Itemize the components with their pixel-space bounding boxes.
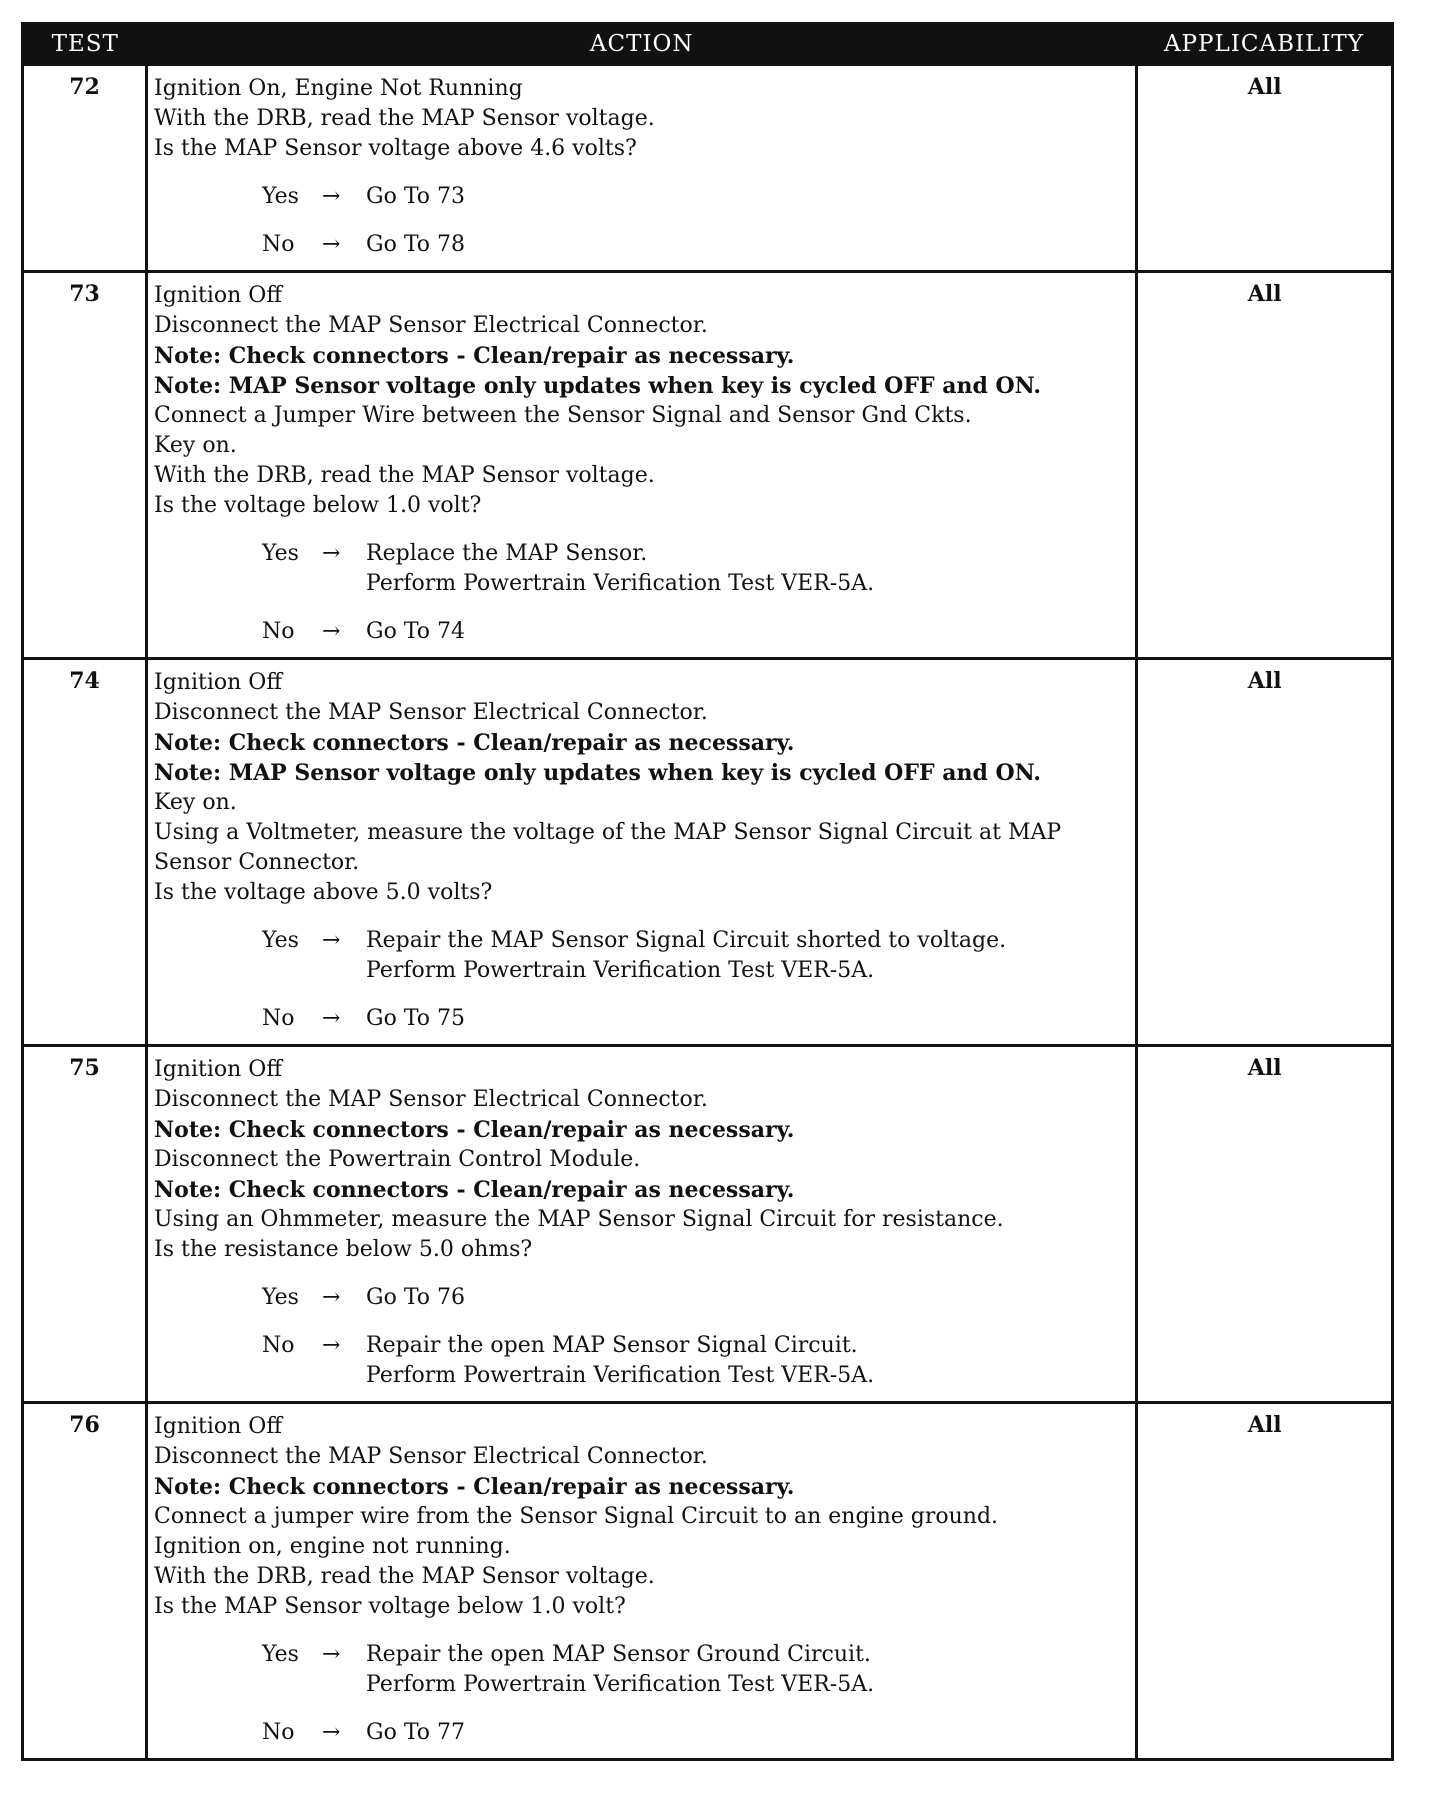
no-label: No	[262, 1333, 295, 1358]
step-line: Disconnect the MAP Sensor Electrical Connector.	[154, 1087, 708, 1112]
result-line: Go To 74	[366, 619, 466, 644]
arrow-right-icon: →	[322, 541, 341, 566]
action-cell	[147, 65, 1137, 272]
step-line: Using a Voltmeter, measure the voltage of the MAP Sensor Signal Circuit at MAP Sensor Connector.	[154, 820, 1062, 875]
result-line: Repair the MAP Sensor Signal Circuit shorted to voltage.	[366, 928, 1007, 953]
step-line: Ignition Off	[154, 670, 282, 695]
yes-label: Yes	[262, 1285, 299, 1310]
action-cell	[147, 659, 1137, 1046]
note-line: Note: Check connectors - Clean/repair as necessary.	[154, 1177, 795, 1203]
test-number: 75	[24, 1046, 147, 1403]
arrow-right-icon: →	[322, 1720, 341, 1745]
no-label: No	[262, 619, 295, 644]
step-line: Disconnect the MAP Sensor Electrical Connector.	[154, 700, 708, 725]
yes-label: Yes	[262, 1642, 299, 1667]
note-line: Note: Check connectors - Clean/repair as necessary.	[154, 1117, 795, 1143]
arrow-right-icon: →	[322, 232, 341, 257]
yes-label: Yes	[262, 928, 299, 953]
table-header-row	[24, 25, 1391, 65]
step-line: Is the resistance below 5.0 ohms?	[154, 1237, 533, 1262]
applicability-value: All	[1137, 659, 1391, 1046]
step-line: Key on.	[154, 433, 237, 458]
result-line: Go To 76	[366, 1285, 466, 1310]
step-line: Using an Ohmmeter, measure the MAP Sensor Signal Circuit for resistance.	[154, 1207, 1004, 1232]
yes-result	[366, 539, 1131, 599]
arrow-right-icon: →	[322, 619, 341, 644]
note-line: Note: Check connectors - Clean/repair as necessary.	[154, 343, 795, 369]
arrow-right-icon: →	[322, 1333, 341, 1358]
action-cell	[147, 1046, 1137, 1403]
no-result	[366, 1331, 1131, 1391]
no-result	[366, 1718, 1131, 1748]
diagnostic-test-table	[21, 22, 1394, 1761]
arrow-right-icon: →	[322, 928, 341, 953]
header-action: ACTION	[147, 25, 1137, 65]
result-line: Go To 73	[366, 184, 466, 209]
yes-outcome	[262, 182, 1131, 212]
result-line: Go To 78	[366, 232, 466, 257]
step-line: Disconnect the MAP Sensor Electrical Connector.	[154, 313, 708, 338]
result-line: Perform Powertrain Verification Test VER-5A.	[366, 1363, 875, 1388]
result-line: Repair the open MAP Sensor Ground Circuit.	[366, 1642, 871, 1667]
yes-outcome	[262, 1640, 1131, 1700]
step-line: Is the voltage above 5.0 volts?	[154, 880, 493, 905]
test-number: 74	[24, 659, 147, 1046]
arrow-right-icon: →	[322, 1285, 341, 1310]
step-line: Disconnect the MAP Sensor Electrical Connector.	[154, 1444, 708, 1469]
table-row	[24, 659, 1391, 1046]
step-line: With the DRB, read the MAP Sensor voltage.	[154, 1564, 655, 1589]
no-result	[366, 617, 1131, 647]
step-line: Is the MAP Sensor voltage below 1.0 volt?	[154, 1594, 626, 1619]
test-number: 73	[24, 272, 147, 659]
no-label: No	[262, 1720, 295, 1745]
action-cell	[147, 272, 1137, 659]
yes-result	[366, 1640, 1131, 1700]
step-line: Connect a jumper wire from the Sensor Signal Circuit to an engine ground.	[154, 1504, 999, 1529]
header-applicability: APPLICABILITY	[1137, 25, 1391, 65]
result-line: Perform Powertrain Verification Test VER-5A.	[366, 571, 875, 596]
note-line: Note: Check connectors - Clean/repair as necessary.	[154, 730, 795, 756]
applicability-value: All	[1137, 1046, 1391, 1403]
step-line: Is the MAP Sensor voltage above 4.6 volts?	[154, 136, 637, 161]
step-line: With the DRB, read the MAP Sensor voltage.	[154, 106, 655, 131]
applicability-value: All	[1137, 1403, 1391, 1759]
no-outcome	[262, 230, 1131, 260]
no-outcome	[262, 617, 1131, 647]
yes-label: Yes	[262, 184, 299, 209]
applicability-value: All	[1137, 65, 1391, 272]
arrow-right-icon: →	[322, 184, 341, 209]
yes-outcome	[262, 1283, 1131, 1313]
no-outcome	[262, 1718, 1131, 1748]
step-line: With the DRB, read the MAP Sensor voltage.	[154, 463, 655, 488]
step-line: Key on.	[154, 790, 237, 815]
no-result	[366, 1004, 1131, 1034]
yes-label: Yes	[262, 541, 299, 566]
no-result	[366, 230, 1131, 260]
yes-result	[366, 182, 1131, 212]
step-line: Connect a Jumper Wire between the Sensor Signal and Sensor Gnd Ckts.	[154, 403, 972, 428]
arrow-right-icon: →	[322, 1006, 341, 1031]
arrow-right-icon: →	[322, 1642, 341, 1667]
no-outcome	[262, 1331, 1131, 1391]
header-test: TEST	[24, 25, 147, 65]
step-line: Disconnect the Powertrain Control Module.	[154, 1147, 641, 1172]
note-line: Note: MAP Sensor voltage only updates when key is cycled OFF and ON.	[154, 760, 1042, 786]
step-line: Ignition on, engine not running.	[154, 1534, 511, 1559]
note-line: Note: Check connectors - Clean/repair as necessary.	[154, 1474, 795, 1500]
test-number: 76	[24, 1403, 147, 1759]
yes-outcome	[262, 926, 1131, 986]
test-number: 72	[24, 65, 147, 272]
step-line: Ignition On, Engine Not Running	[154, 76, 523, 101]
yes-result	[366, 926, 1131, 986]
table-row	[24, 1403, 1391, 1759]
result-line: Go To 77	[366, 1720, 466, 1745]
result-line: Perform Powertrain Verification Test VER-5A.	[366, 1672, 875, 1697]
table-row	[24, 65, 1391, 272]
no-label: No	[262, 232, 295, 257]
no-outcome	[262, 1004, 1131, 1034]
note-line: Note: MAP Sensor voltage only updates when key is cycled OFF and ON.	[154, 373, 1042, 399]
step-line: Ignition Off	[154, 1057, 282, 1082]
yes-outcome	[262, 539, 1131, 599]
table-row	[24, 272, 1391, 659]
result-line: Repair the open MAP Sensor Signal Circuit.	[366, 1333, 858, 1358]
applicability-value: All	[1137, 272, 1391, 659]
no-label: No	[262, 1006, 295, 1031]
table-row	[24, 1046, 1391, 1403]
step-line: Ignition Off	[154, 1414, 282, 1439]
step-line: Is the voltage below 1.0 volt?	[154, 493, 482, 518]
action-cell	[147, 1403, 1137, 1759]
result-line: Replace the MAP Sensor.	[366, 541, 648, 566]
result-line: Go To 75	[366, 1006, 466, 1031]
yes-result	[366, 1283, 1131, 1313]
result-line: Perform Powertrain Verification Test VER-5A.	[366, 958, 875, 983]
step-line: Ignition Off	[154, 283, 282, 308]
test-table	[24, 25, 1391, 1758]
